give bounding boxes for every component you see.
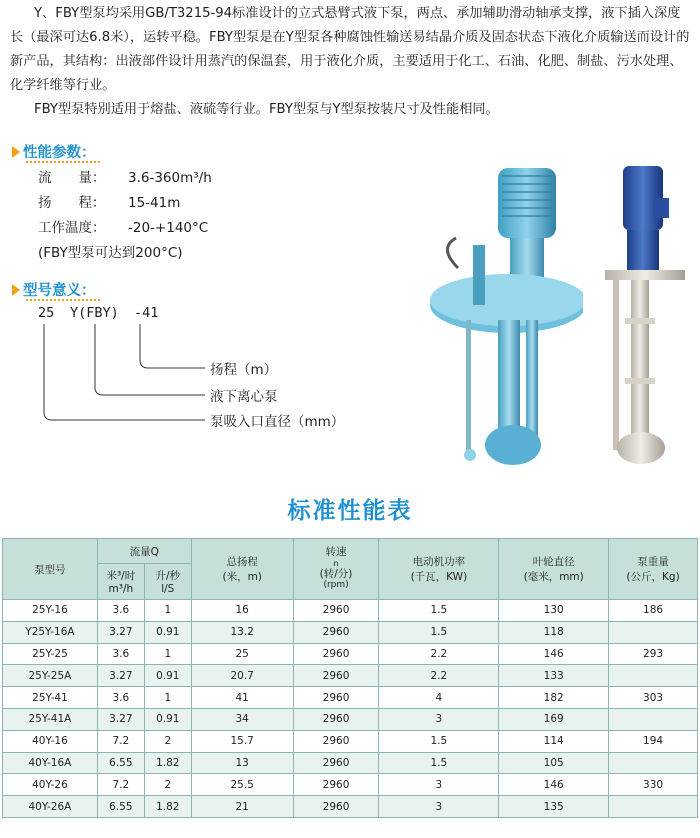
header-flow-ls: 升/秒 l/S <box>144 564 191 600</box>
table-row <box>3 600 698 622</box>
table-row <box>3 687 698 709</box>
table-cell: 41 <box>191 687 293 709</box>
table-cell: 2960 <box>293 600 379 622</box>
performance-table <box>2 538 698 818</box>
table-cell: 34 <box>191 708 293 730</box>
table-cell: 25Y-16 <box>3 600 98 622</box>
performance-table-body <box>3 600 698 818</box>
table-cell: 146 <box>499 643 609 665</box>
dotted-underline <box>26 299 100 301</box>
table-cell: 25.5 <box>191 774 293 796</box>
pump-image-fby <box>585 158 695 478</box>
table-cell: 7.2 <box>97 730 144 752</box>
table-cell: 1.5 <box>379 621 499 643</box>
table-cell: 169 <box>499 708 609 730</box>
table-cell: 0.91 <box>144 708 191 730</box>
table-cell: 2960 <box>293 708 379 730</box>
table-cell: 2960 <box>293 752 379 774</box>
table-cell: Y25Y-16A <box>3 621 98 643</box>
table-cell: 2 <box>144 774 191 796</box>
table-cell: 21 <box>191 796 293 818</box>
header-flow-m3h: 米³/时 m³/h <box>97 564 144 600</box>
table-cell: 25Y-25A <box>3 665 98 687</box>
table-cell <box>609 796 698 818</box>
table-cell: 1 <box>144 643 191 665</box>
table-row <box>3 730 698 752</box>
table-cell <box>609 665 698 687</box>
model-code-diameter: 25 <box>38 305 55 321</box>
table-row <box>3 708 698 730</box>
table-cell: 194 <box>609 730 698 752</box>
table-cell: 25Y-25 <box>3 643 98 665</box>
table-cell: 130 <box>499 600 609 622</box>
intro-text <box>10 2 692 122</box>
table-cell: 293 <box>609 643 698 665</box>
table-row <box>3 643 698 665</box>
table-cell: 2960 <box>293 687 379 709</box>
table-cell: 0.91 <box>144 665 191 687</box>
performance-heading: 性能参数： <box>12 142 96 164</box>
header-impeller: 叶轮直径 (毫米，mm) <box>499 539 609 600</box>
table-cell: 15.7 <box>191 730 293 752</box>
table-cell: 16 <box>191 600 293 622</box>
table-cell: 133 <box>499 665 609 687</box>
table-cell: 13.2 <box>191 621 293 643</box>
table-cell: 3 <box>379 708 499 730</box>
table-cell: 118 <box>499 621 609 643</box>
table-cell: 1.82 <box>144 752 191 774</box>
table-cell: 3.27 <box>97 665 144 687</box>
table-row <box>3 774 698 796</box>
header-model: 泵型号 <box>3 539 98 600</box>
table-row <box>3 796 698 818</box>
param-temp-note: (FBY型泵可达到200°C) <box>38 245 183 261</box>
table-cell: 40Y-16 <box>3 730 98 752</box>
table-cell: 0.91 <box>144 621 191 643</box>
table-cell: 2960 <box>293 621 379 643</box>
performance-params <box>38 166 212 266</box>
table-cell: 3.27 <box>97 708 144 730</box>
bullet-triangle-icon <box>12 284 20 296</box>
table-cell: 1 <box>144 687 191 709</box>
bullet-triangle-icon <box>12 146 20 158</box>
table-cell: 1.5 <box>379 752 499 774</box>
model-label-head: 扬程（m） <box>210 362 278 378</box>
header-power: 电动机功率 (千瓦，KW) <box>379 539 499 600</box>
table-cell: 2960 <box>293 730 379 752</box>
table-cell: 3 <box>379 774 499 796</box>
table-cell: 105 <box>499 752 609 774</box>
table-cell: 1.5 <box>379 600 499 622</box>
table-cell: 303 <box>609 687 698 709</box>
table-cell: 25Y-41 <box>3 687 98 709</box>
table-cell <box>609 708 698 730</box>
model-code-head: -41 <box>134 305 159 321</box>
dotted-underline <box>26 161 100 163</box>
table-cell: 2960 <box>293 796 379 818</box>
table-row <box>3 621 698 643</box>
table-cell: 1 <box>144 600 191 622</box>
intro-paragraph-2: FBY型泵特别适用于熔盐、液硫等行业。FBY型泵与Y型泵按装尺寸及性能相同。 <box>34 102 499 117</box>
header-weight: 泵重量 (公斤，Kg) <box>609 539 698 600</box>
table-cell: 13 <box>191 752 293 774</box>
header-flow: 流量Q <box>97 539 191 564</box>
table-cell: 2.2 <box>379 665 499 687</box>
table-cell: 135 <box>499 796 609 818</box>
table-cell: 2960 <box>293 665 379 687</box>
table-title: 标准性能表 <box>287 498 413 524</box>
table-cell: 40Y-26 <box>3 774 98 796</box>
table-cell: 3.6 <box>97 600 144 622</box>
table-cell: 7.2 <box>97 774 144 796</box>
table-cell: 40Y-26A <box>3 796 98 818</box>
table-cell: 4 <box>379 687 499 709</box>
table-cell <box>609 621 698 643</box>
table-cell: 3 <box>379 796 499 818</box>
table-cell: 2 <box>144 730 191 752</box>
table-cell: 114 <box>499 730 609 752</box>
model-label-type: 液下离心泵 <box>210 389 278 405</box>
table-cell: 146 <box>499 774 609 796</box>
table-cell: 2.2 <box>379 643 499 665</box>
param-flow: 流 量： 3.6-360m³/h <box>38 170 212 186</box>
table-cell: 25 <box>191 643 293 665</box>
table-cell: 1.5 <box>379 730 499 752</box>
param-temp: 工作温度： -20-+140°C <box>38 220 209 236</box>
table-row <box>3 665 698 687</box>
table-cell: 3.6 <box>97 687 144 709</box>
table-cell: 40Y-16A <box>3 752 98 774</box>
table-cell: 1.82 <box>144 796 191 818</box>
table-row <box>3 752 698 774</box>
table-cell: 182 <box>499 687 609 709</box>
table-cell: 25Y-41A <box>3 708 98 730</box>
model-code-type: Y(FBY) <box>70 305 119 321</box>
table-cell: 3.27 <box>97 621 144 643</box>
table-cell: 2960 <box>293 774 379 796</box>
intro-paragraph-1: Y、FBY型泵均采用GB/T3215-94标准设计的立式悬臂式液下泵，两点、承加辅助滑动轴承支撑，液下插入深度长（最深可达6.8米），运转平稳。FBY型泵是在Y型泵各种腐蚀性输送易结晶介质及固态状态下液化介质输送而设计的新产品，其结构：出液部件设计用蒸汽的保温套，用于液化介质，主要适用于化工、石油、化肥、制盐、污水处理、化学纤维等行业。 <box>10 6 690 93</box>
header-speed: 转速 n (转/分) (rpm) <box>293 539 379 600</box>
table-cell: 6.55 <box>97 796 144 818</box>
model-label-diameter: 泵吸入口直径（mm） <box>210 414 345 430</box>
table-cell <box>609 752 698 774</box>
table-cell: 186 <box>609 600 698 622</box>
table-cell: 20.7 <box>191 665 293 687</box>
model-heading: 型号意义： <box>12 280 96 302</box>
pump-image-y <box>418 150 583 480</box>
table-cell: 2960 <box>293 643 379 665</box>
table-cell: 330 <box>609 774 698 796</box>
table-cell: 3.6 <box>97 643 144 665</box>
header-head: 总扬程 (米，m) <box>191 539 293 600</box>
table-cell: 6.55 <box>97 752 144 774</box>
param-head: 扬 程： 15-41m <box>38 195 181 211</box>
